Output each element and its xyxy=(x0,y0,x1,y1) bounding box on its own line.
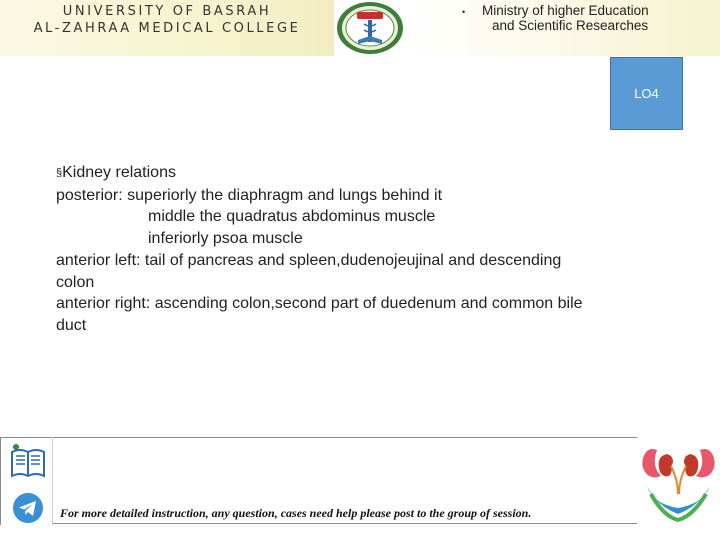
content-line: anterior left: tail of pancreas and spleen,dudenojeujinal and descending xyxy=(56,251,562,269)
footer-divider-bottom xyxy=(52,523,637,524)
slide-content xyxy=(56,162,676,337)
content-line: middle the quadratus abdominus muscle xyxy=(148,208,436,226)
footer-icon-column-border xyxy=(52,437,53,525)
kidney-hands-logo xyxy=(637,436,720,526)
content-line: inferiorly psoa muscle xyxy=(148,230,303,248)
square-bullet-icon: § xyxy=(56,167,63,179)
college-logo xyxy=(334,0,406,56)
ministry-line-1: Ministry of higher Education xyxy=(482,3,649,18)
badge-label: LO4 xyxy=(634,86,659,101)
footer-divider-top xyxy=(0,437,637,438)
footer-border-left xyxy=(0,437,1,525)
content-line: posterior: superiorly the diaphragm and lungs behind it xyxy=(56,186,443,204)
content-line: duct xyxy=(56,316,87,334)
ministry-line-2: and Scientific Researches xyxy=(492,18,649,33)
content-title-line xyxy=(56,162,676,185)
ministry-bullet: • xyxy=(462,7,466,17)
content-title: Kidney relations xyxy=(62,164,176,181)
book-icon[interactable] xyxy=(8,442,48,480)
college-name: AL-ZAHRAA MEDICAL COLLEGE xyxy=(33,21,301,36)
learning-objective-badge xyxy=(610,57,683,130)
university-name: UNIVERSITY OF BASRAH xyxy=(62,4,272,19)
content-line: colon xyxy=(56,273,95,291)
telegram-icon[interactable] xyxy=(12,492,44,524)
content-line: anterior right: ascending colon,second part of duedenum and common bile xyxy=(56,295,583,313)
footer-instruction: For more detailed instruction, any question, cases need help please post to the group of session. xyxy=(60,506,532,520)
